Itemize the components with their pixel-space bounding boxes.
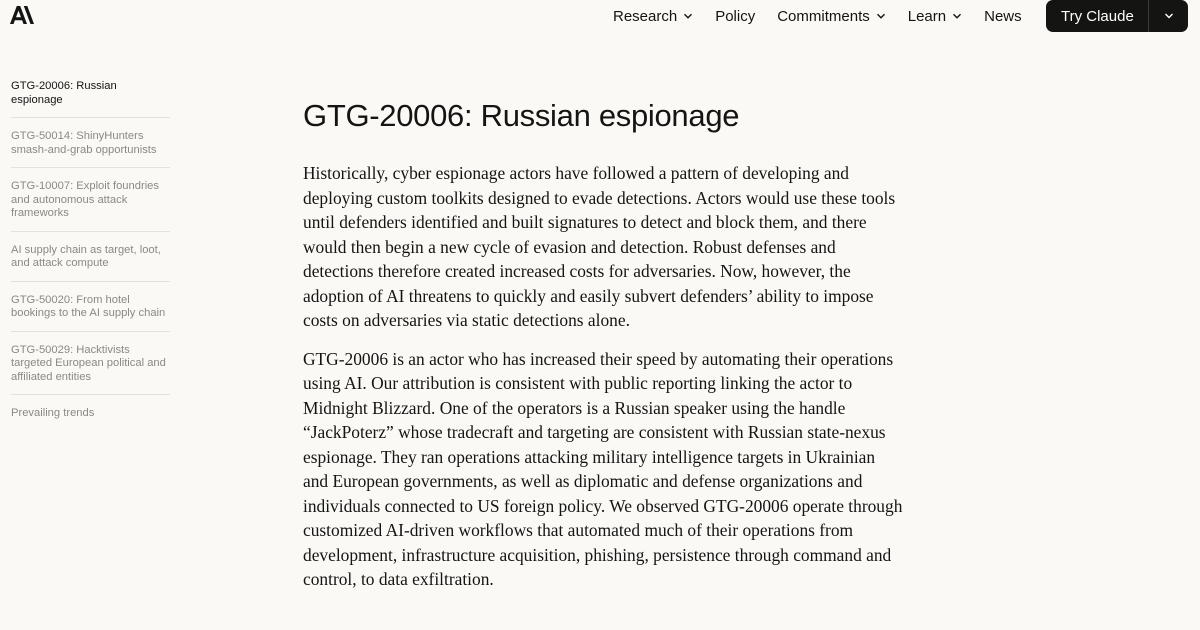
try-claude-button[interactable] <box>1046 0 1188 32</box>
nav-learn-label: Learn <box>907 7 947 25</box>
chevron-down-icon <box>876 11 886 21</box>
nav-research-label: Research <box>613 7 678 25</box>
site-header <box>0 0 1200 32</box>
nav-learn[interactable] <box>908 8 962 25</box>
toc-item-hotel-bookings[interactable]: GTG-50020: From hotel bookings to the AI supply chain <box>11 294 170 332</box>
chevron-down-icon <box>1163 10 1175 22</box>
chevron-down-icon <box>952 11 962 21</box>
nav-news[interactable] <box>984 8 1022 25</box>
try-claude-label: Try Claude <box>1061 7 1134 25</box>
article-paragraph: Historically, cyber espionage actors have followed a pattern of developing and deploying custom toolkits designed to evade detections. Actors would use these tools until defenders identified and built signatures to detect and block them, and there would then begin a new cycle of evasion and detection. Robust defenses and detections therefore created increased costs for adversaries. Now, however, the adoption of AI threatens to quickly and easily subvert defenders’ ability to impose costs on adversaries via static detections alone. <box>303 163 896 330</box>
anthropic-logo-icon[interactable] <box>10 6 34 24</box>
nav-news-label: News <box>984 7 1022 25</box>
nav-commitments-label: Commitments <box>777 7 870 25</box>
nav-policy[interactable] <box>715 8 755 25</box>
toc-item-hacktivists[interactable]: GTG-50029: Hacktivists targeted European political and affiliated entities <box>11 344 170 396</box>
chevron-down-icon <box>683 11 693 21</box>
toc-item-ai-supply-chain[interactable]: AI supply chain as target, loot, and attack compute <box>11 244 170 282</box>
nav-commitments[interactable] <box>777 8 886 25</box>
toc-item-prevailing-trends[interactable]: Prevailing trends <box>11 407 95 419</box>
main-nav <box>600 0 1044 32</box>
nav-research[interactable] <box>613 8 693 25</box>
toc-item-russian-espionage[interactable]: GTG-20006: Russian espionage <box>11 80 170 118</box>
nav-policy-label: Policy <box>715 7 756 25</box>
toc-item-exploit-foundries[interactable]: GTG-10007: Exploit foundries and autonomous attack frameworks <box>11 180 170 232</box>
article <box>303 96 903 592</box>
table-of-contents <box>11 80 170 443</box>
article-title: GTG-20006: Russian espionage <box>303 98 740 133</box>
try-claude-dropdown[interactable] <box>1149 0 1188 32</box>
article-paragraph: GTG-20006 is an actor who has increased their speed by automating their operations using AI. Our attribution is consistent with public reporting linking the actor to Midnight Blizzard. One of the operators is a Russian speaker using the handle “JackPoterz” whose tradecraft and targeting are consistent with Russian state-nexus espionage. They ran operations attacking military intelligence targets in Ukrainian and European governments, as well as diplomatic and defense organizations and individuals connected to US foreign policy. We observed GTG-20006 operate through customized AI-driven workflows that automated much of their operations from development, infrastructure acquisition, phishing, persistence through command and control, to data exfiltration. <box>303 348 903 589</box>
toc-item-shinyhunters[interactable]: GTG-50014: ShinyHunters smash-and-grab opportunists <box>11 130 170 168</box>
